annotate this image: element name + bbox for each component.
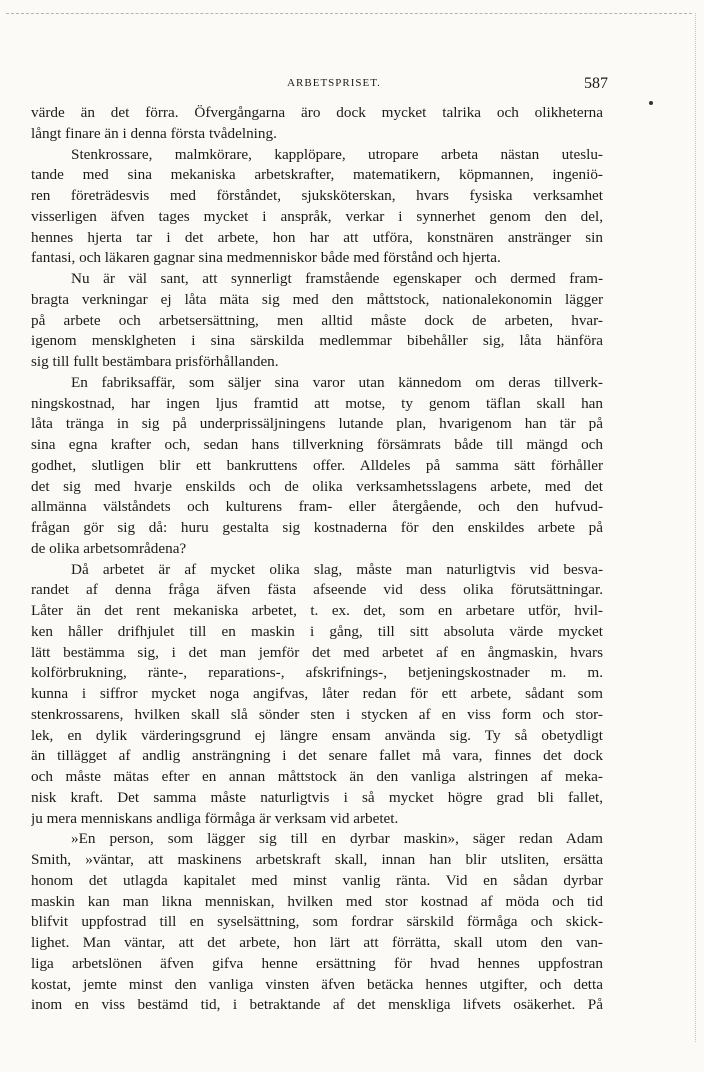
text-line: de olika arbetsområdena? xyxy=(31,539,187,557)
text-line: ken håller drifhjulet till en maskin i gång, till sitt absoluta värde mycket xyxy=(31,622,603,640)
running-head-title: ARBETSPRISET. xyxy=(287,77,381,89)
text-line: tande med sina mekaniska arbetskrafter, matematikern, köpmannen, ingeniö- xyxy=(31,166,603,184)
text-line: kolförbrukning, ränte-, reparations-, afskrifnings-, betjeningskostnader m. m. xyxy=(31,664,603,682)
text-line: långt finare än i denna första tvådelning. xyxy=(31,124,277,142)
ink-dot xyxy=(649,101,653,105)
top-edge-rule xyxy=(6,13,692,14)
text-line: lätt bestämma sig, i det man jemför det med arbetet af en ångmaskin, hvars xyxy=(31,643,603,661)
text-line: En fabriksaffär, som säljer sina varor utan kännedom om deras tillverk- xyxy=(71,373,603,391)
paragraph xyxy=(31,560,603,830)
right-edge-rule xyxy=(695,13,696,1042)
text-line: »En person, som lägger sig till en dyrbar maskin», säger redan Adam xyxy=(71,830,603,848)
text-line: sina egna krafter och, sedan hans tillverkning försämrats både till mängd och xyxy=(31,436,603,453)
text-line: lighet. Man väntar, att det arbete, hon lärt att förrätta, skall utom den van- xyxy=(31,934,603,951)
text-line: inom en viss bestämd tid, i betraktande af det menskliga lifvets osäkerhet. På xyxy=(31,996,603,1014)
paragraph xyxy=(31,829,603,1016)
text-line: ju mera menniskans andliga förmåga är verksam vid arbetet. xyxy=(31,809,399,827)
text-line: lek, en dylik värderingsgrund ej längre ensam använda sig. Ty så obetydligt xyxy=(31,726,603,744)
text-line: blifvit uppfostrad till en syselsättning, som fordrar särskild förmåga och skick- xyxy=(31,913,603,931)
text-line: visserligen äfven tages mycket i anspråk, verkar i synnerhet genom den del, xyxy=(31,207,603,225)
text-line: Stenkrossare, malmkörare, kapplöpare, utropare arbeta nästan uteslu- xyxy=(71,145,603,163)
paragraph xyxy=(31,373,603,560)
running-head xyxy=(30,75,608,95)
text-line: frågan gör sig då: huru gestalta sig kostnaderna för den enskildes arbete på xyxy=(31,519,603,536)
text-line: Smith, »väntar, att maskinens arbetskraft skall, innan han blir utsliten, ersätta xyxy=(31,851,603,868)
text-line: godhet, slutligen blir ett bankruttens offer. Alldeles på samma sätt förhåller xyxy=(31,456,603,474)
text-line: randet af denna fråga äfven fästa afseende vid dess olika förutsättningar. xyxy=(31,581,603,599)
text-line: maskin kan man likna menniskan, hvilken med stor kostnad af möda och tid xyxy=(31,892,603,910)
text-line: stenkrossarens, hvilken skall slå sönder sten i stycken af en viss form och stor- xyxy=(31,705,603,723)
text-line: Nu är väl sant, att synnerligt framstående egenskaper och dermed fram- xyxy=(71,270,603,287)
text-line: fantasi, och läkaren gagnar sina medmenniskor både med förstånd och hjerta. xyxy=(31,249,501,267)
text-line: värde än det förra. Öfvergångarna äro dock mycket talrika och olikheterna xyxy=(31,104,603,121)
text-line: nisk kraft. Det samma måste naturligtvis i så mycket högre grad bli fallet, xyxy=(31,788,603,806)
text-line: hennes hjerta tar i det arbete, hon har att utföra, konstnären anstränger sin xyxy=(31,228,603,246)
page-number: 587 xyxy=(584,75,608,92)
text-line: kostat, jemte minst den vanliga vinsten äfven betäcka hennes utgifter, och detta xyxy=(31,975,603,993)
text-line: sig till fullt bestämbara prisförhållanden. xyxy=(31,353,279,370)
paragraph xyxy=(31,103,603,145)
text-line: låta tränga in sig på underprissäljningens lutande plan, hvarigenom han tär på xyxy=(31,415,603,433)
text-line: det sig med hvarje enskilds och de olika verksamhetsslagens arbete, med det xyxy=(31,477,603,495)
text-line: allmänna välståndets och kulturens fram- eller återgående, och den hufvud- xyxy=(31,498,603,516)
text-line: och måste mätas efter en annan måttstock än den vanliga alstringen af meka- xyxy=(31,768,603,785)
text-line: Låter än det rent mekaniska arbetet, t. ex. det, som en arbetare utför, hvil- xyxy=(31,602,603,619)
text-line: igenom mensklgheten i sina särskilda medlemmar bibehåller sig, låta hänföra xyxy=(31,332,603,350)
text-line: än tillägget af andlig ansträngning i det senare fallet må vara, finnes det dock xyxy=(31,747,603,765)
text-line: honom det utlagda kapitalet med minst vanlig ränta. Vid en sådan dyrbar xyxy=(31,871,603,889)
text-line: kunna i siffror mycket noga angifvas, låter redan för ett arbete, sådant som xyxy=(31,685,603,702)
text-line: liga arbetslönen äfven gifva henne ersättning för hvad hennes uppfostran xyxy=(31,954,603,972)
text-line: på arbete och arbetsersättning, men alltid måste dock de arbeten, hvar- xyxy=(31,311,603,329)
paragraph xyxy=(31,145,603,270)
body-text xyxy=(31,103,603,1016)
paragraph xyxy=(31,269,603,373)
text-line: Då arbetet är af mycket olika slag, måste man naturligtvis vid besva- xyxy=(71,560,603,578)
text-line: bragta verkningar ej låta mäta sig med den måttstock, nationalekonomin lägger xyxy=(31,290,603,308)
text-line: ren företrädesvis med förståndet, sjuksköterskan, hvars fysiska verksamhet xyxy=(31,187,603,204)
text-line: ningskostnad, har ingen ljus framtid att motse, ty genom täflan skall han xyxy=(31,394,603,412)
